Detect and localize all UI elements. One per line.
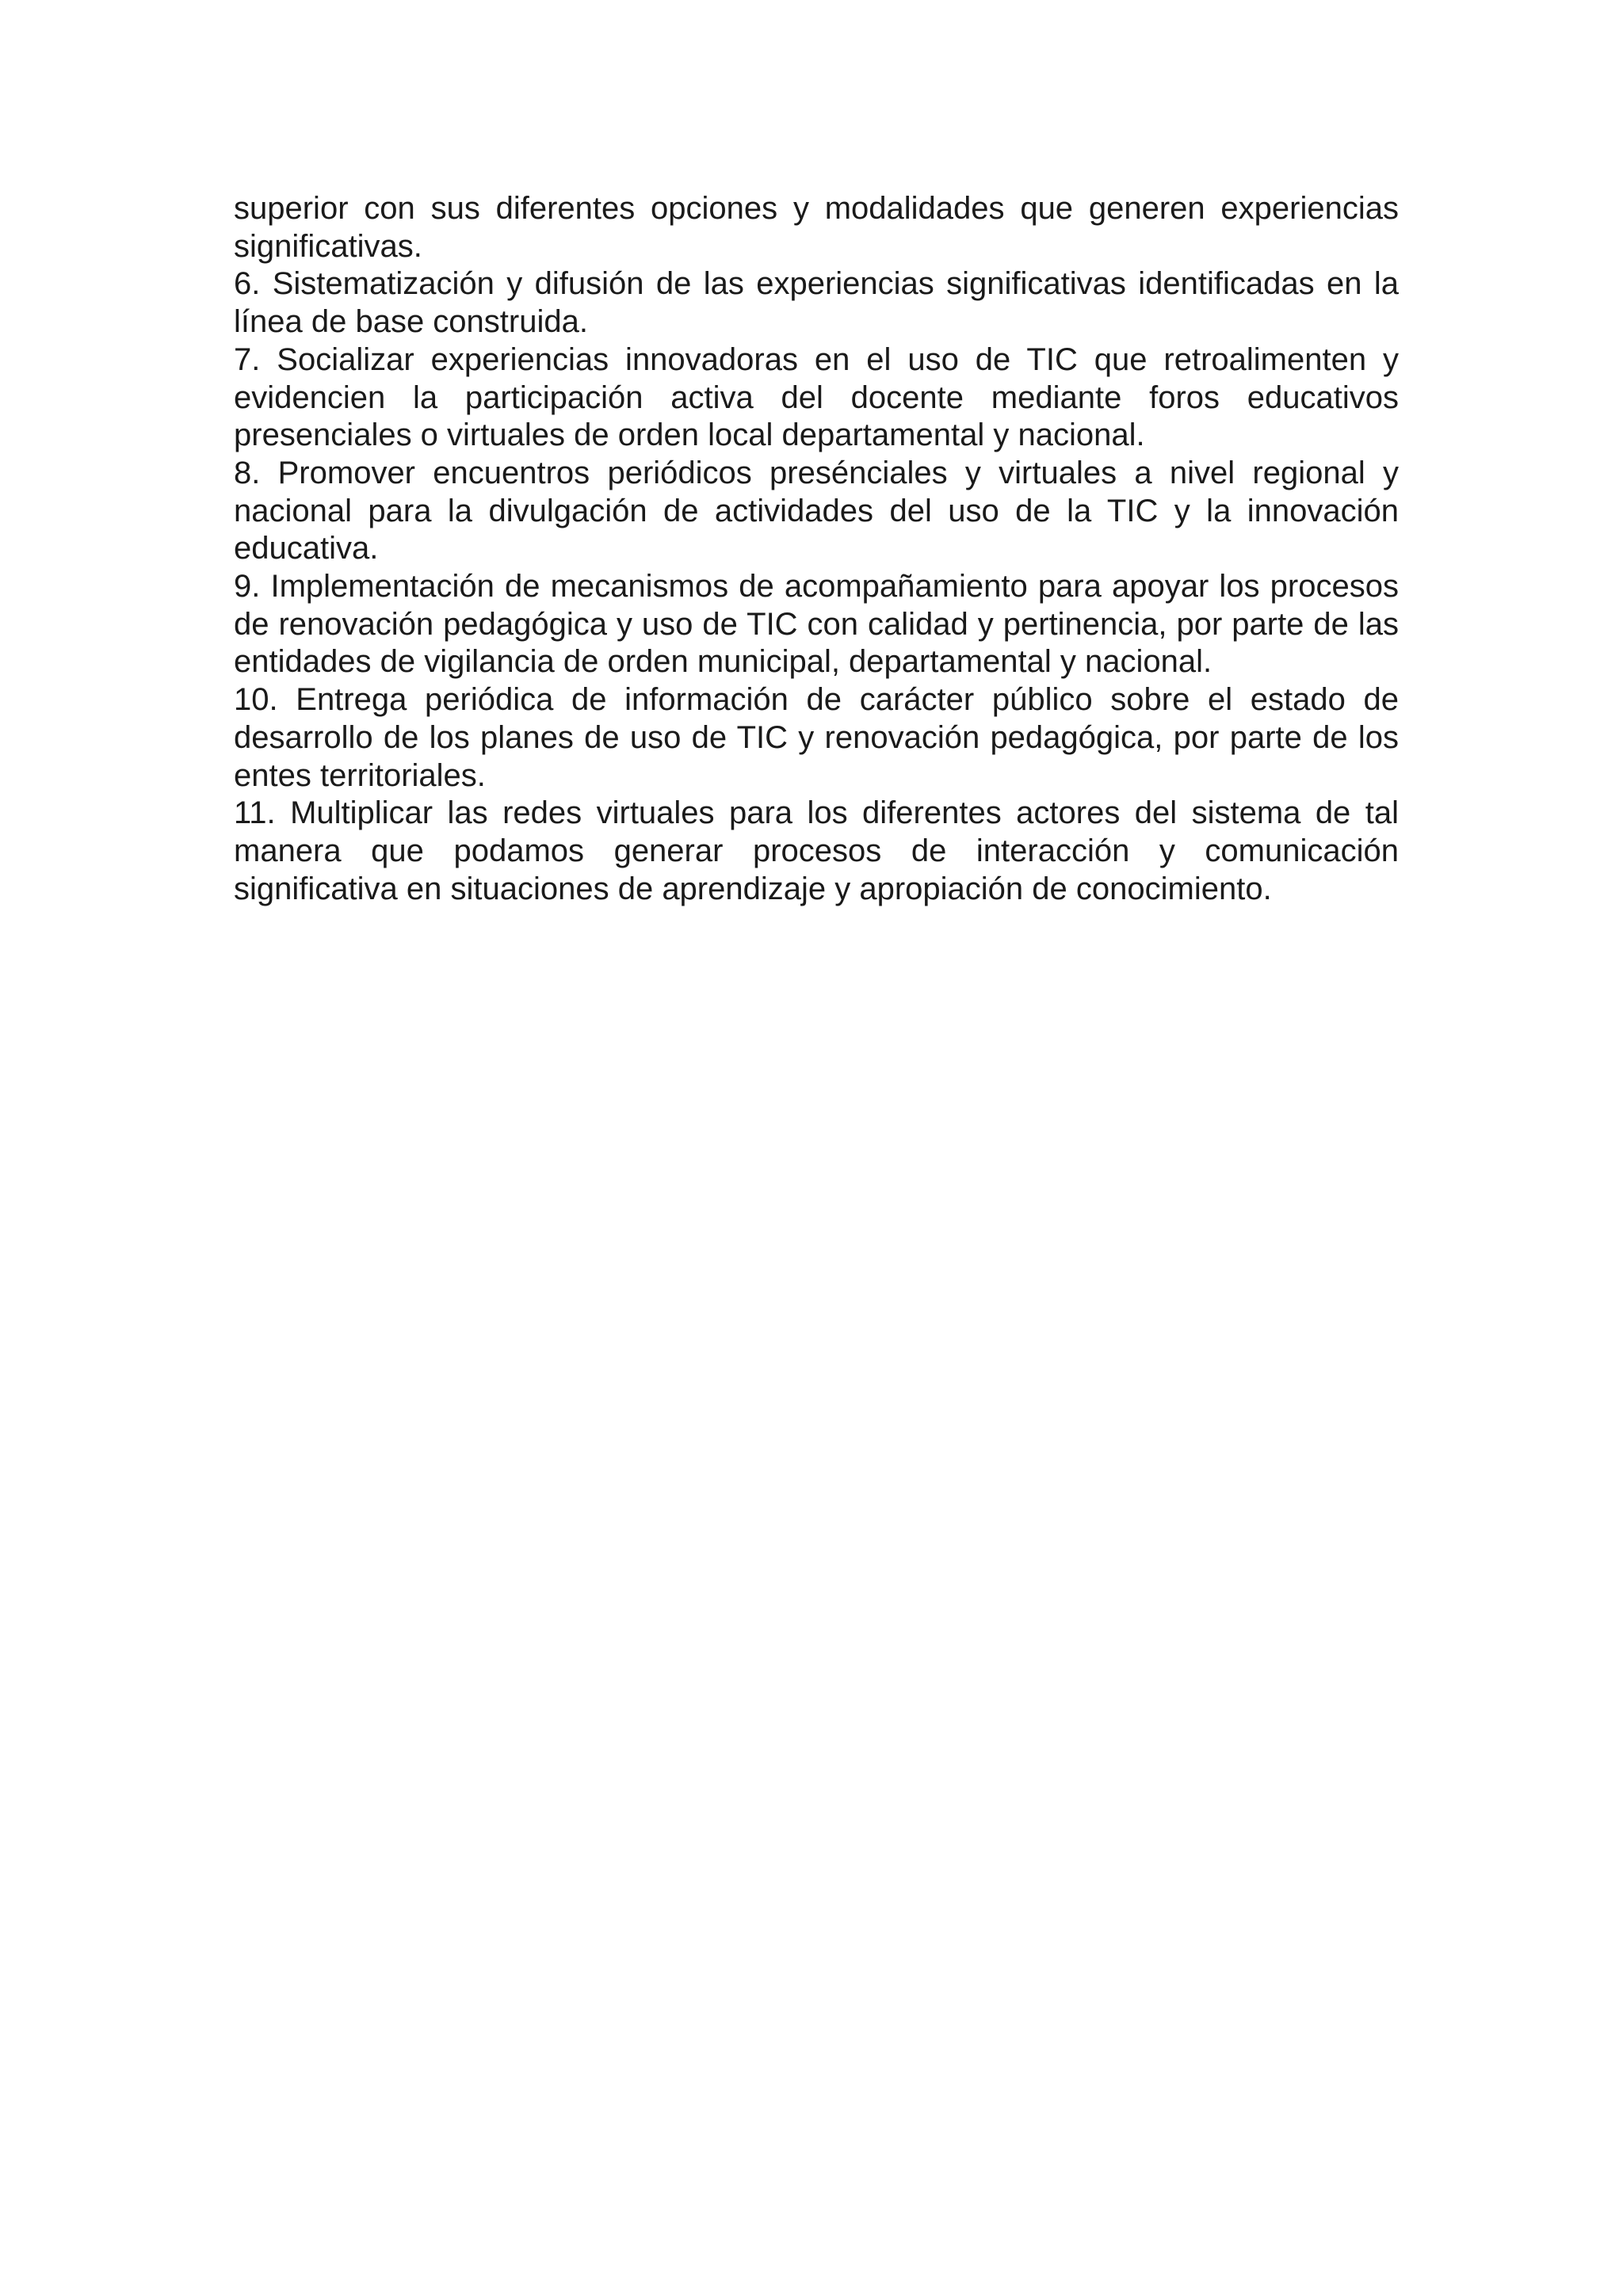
list-item-11: 11. Multiplicar las redes virtuales para los diferentes actores del sistema de tal manera que podamos generar procesos de interacción y comunicación significativa en situaciones de aprendizaje y apropiación de conocimiento. bbox=[234, 795, 1399, 906]
list-item-8: 8. Promover encuentros periódicos presénciales y virtuales a nivel regional y nacional para la divulgación de actividades del uso de la TIC y la innovación educativa. bbox=[234, 455, 1399, 566]
document-body bbox=[234, 190, 1399, 908]
list-item-10: 10. Entrega periódica de información de carácter público sobre el estado de desarrollo de los planes de uso de TIC y renovación pedagógica, por parte de los entes territoriales. bbox=[234, 682, 1399, 793]
list-item-6: 6. Sistematización y difusión de las experiencias significativas identificadas en la línea de base construida. bbox=[234, 266, 1399, 340]
paragraph-continuation: superior con sus diferentes opciones y modalidades que generen experiencias significativas. bbox=[234, 191, 1399, 264]
list-item-7: 7. Socializar experiencias innovadoras en el uso de TIC que retroalimenten y evidencien la participación activa del docente mediante foros educativos presenciales o virtuales de orden local departamental y nacional. bbox=[234, 341, 1399, 453]
list-item-9: 9. Implementación de mecanismos de acompañamiento para apoyar los procesos de renovación pedagógica y uso de TIC con calidad y pertinencia, por parte de las entidades de vigilancia de orden municipal, departamental y nacional. bbox=[234, 569, 1399, 680]
